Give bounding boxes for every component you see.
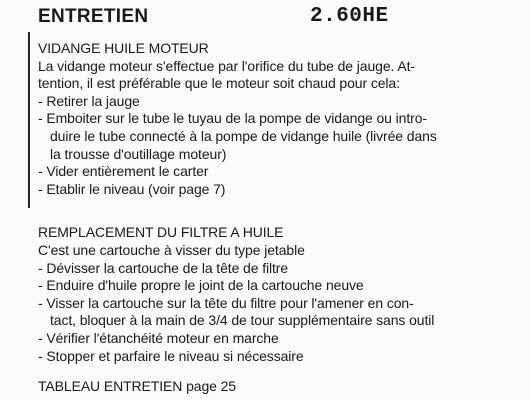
list-item-continuation: tact, bloquer à la main de 3/4 de tour supplémentaire sans outil (50, 312, 435, 329)
footer-reference: TABLEAU ENTRETIEN page 25 (38, 378, 236, 395)
list-item-continuation: duire le tube connecté à la pompe de vidange huile (livrée dans (50, 127, 437, 144)
footer-spacer (38, 365, 524, 378)
list-item-continuation: la trousse d'outillage moteur) (50, 145, 227, 162)
list-item: - Enduire d'huile propre le joint de la cartouche neuve (38, 277, 364, 294)
list-item: - Vérifier l'étanchéité moteur en marche (38, 329, 279, 346)
list-item: - Vider entièrement le carter (38, 163, 209, 180)
list-item: - Emboiter sur le tube le tuyau de la pompe de vidange ou intro- (38, 110, 427, 127)
section-oil-filter (38, 224, 524, 365)
document-body (38, 40, 524, 396)
page-code: 2.60HE (310, 5, 389, 28)
body-line: La vidange moteur s'effectue par l'orifice du tube de jauge. At- (38, 57, 415, 74)
section-heading: REMPLACEMENT DU FILTRE A HUILE (38, 224, 284, 241)
list-item: - Visser la cartouche sur la tête du filtre pour l'amener en con- (38, 294, 414, 311)
section-spacer (38, 198, 524, 224)
margin-rule (28, 32, 30, 208)
page-header (38, 4, 508, 34)
list-item: - Etablir le niveau (voir page 7) (38, 180, 226, 197)
list-item: - Stopper et parfaire le niveau si nécessaire (38, 347, 304, 364)
section-oil-change (38, 40, 524, 198)
body-line: tention, il est préférable que le moteur soit chaud pour cela: (38, 75, 400, 92)
page-title: ENTRETIEN (38, 6, 149, 27)
list-item: - Retirer la jauge (38, 92, 140, 109)
section-heading: VIDANGE HUILE MOTEUR (38, 40, 209, 56)
list-item: - Dévisser la cartouche de la tête de filtre (38, 259, 289, 276)
body-line: C'est une cartouche à visser du type jetable (38, 241, 305, 258)
